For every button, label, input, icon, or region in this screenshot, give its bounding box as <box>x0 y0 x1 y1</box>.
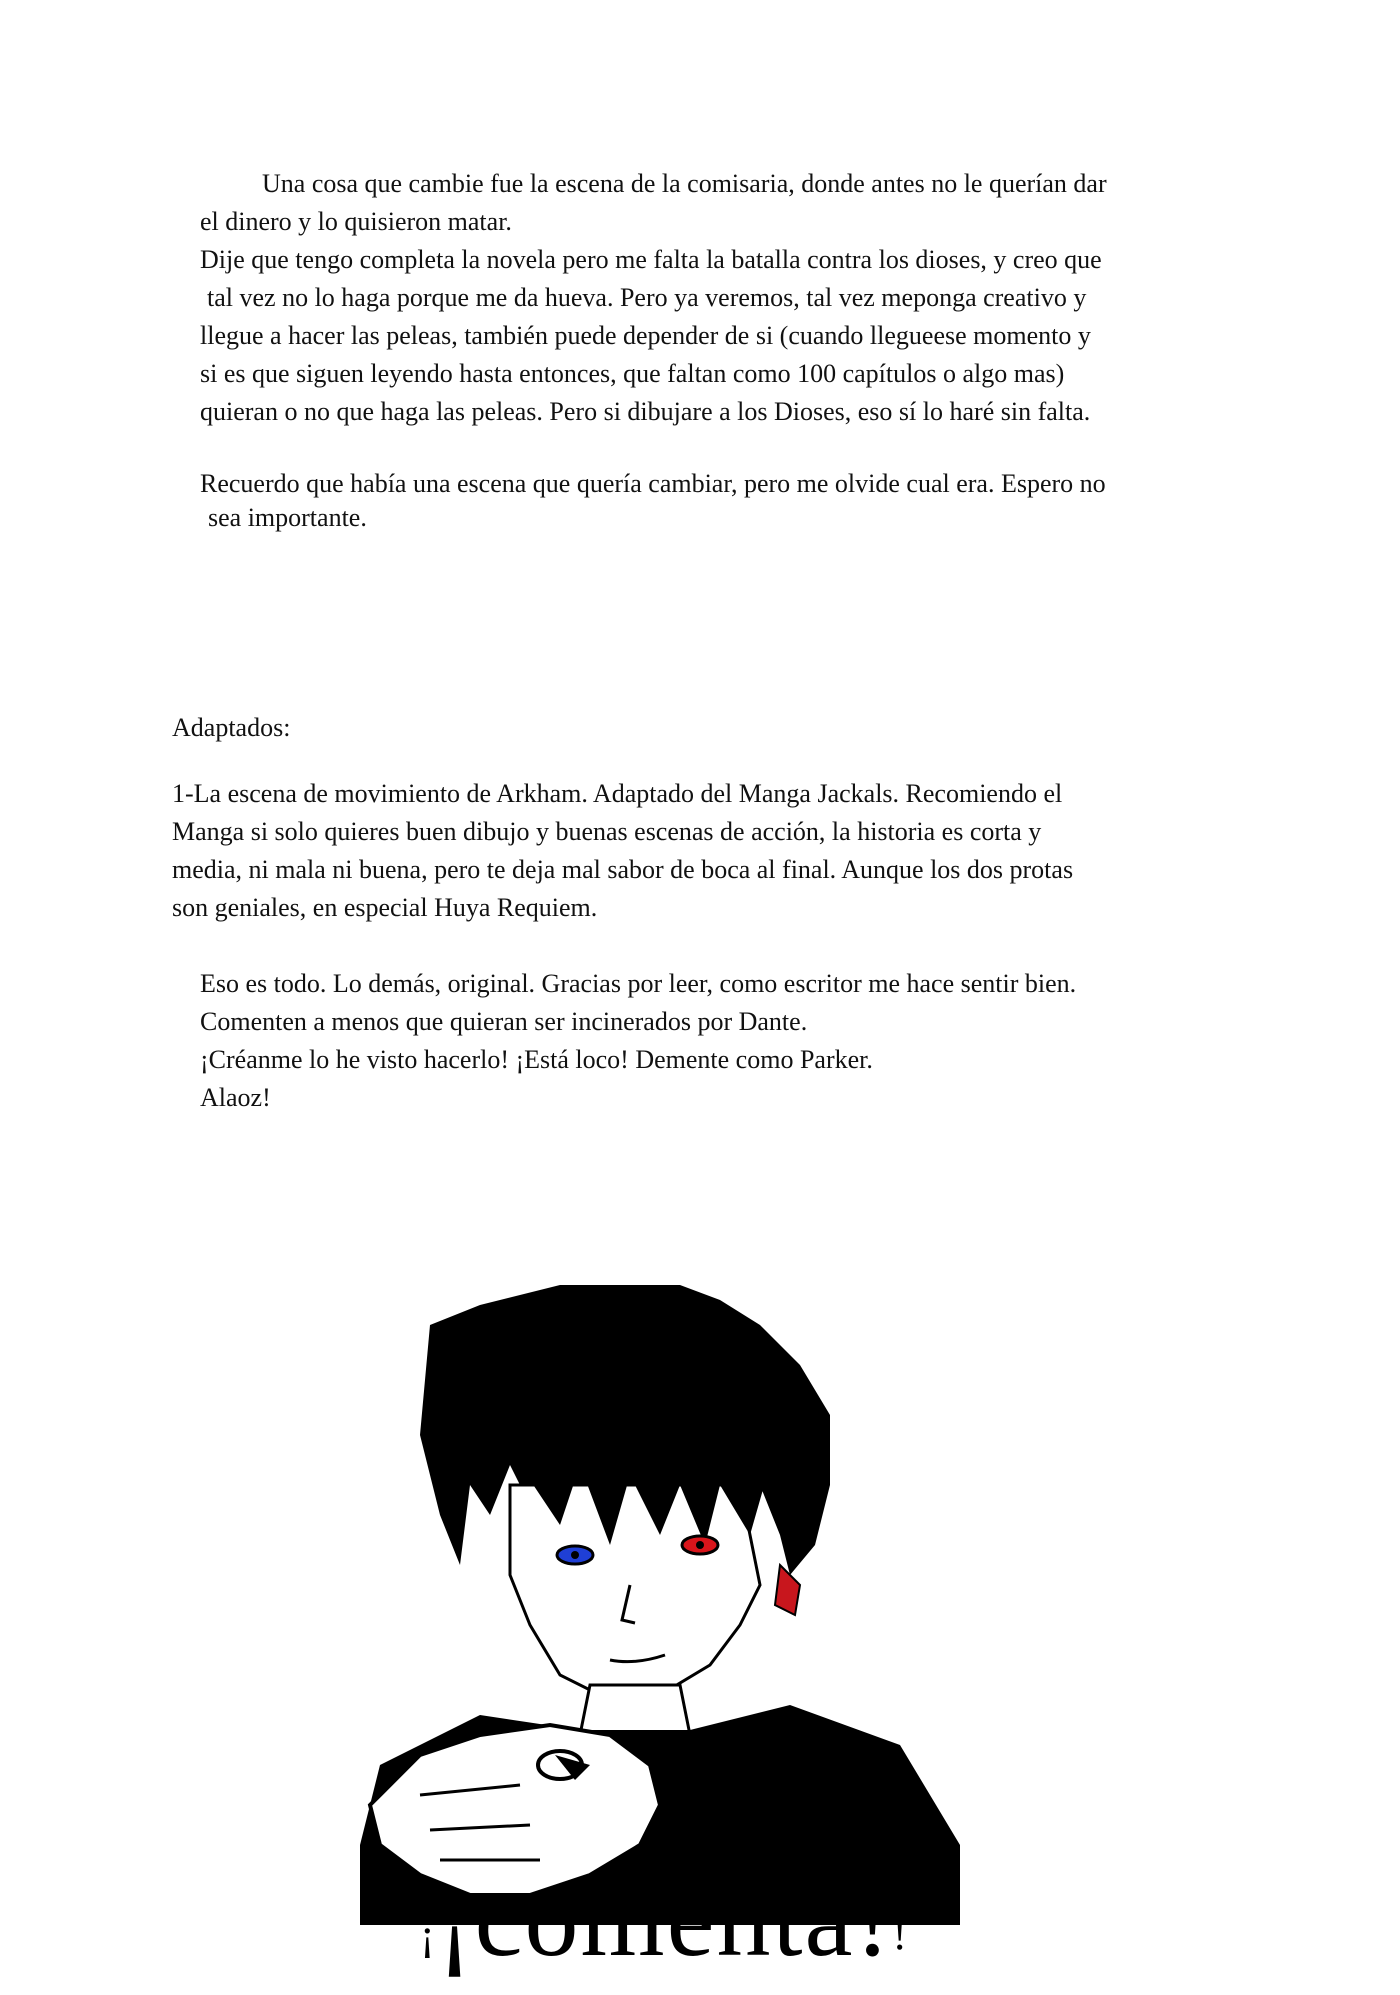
adapted-heading: Adaptados: <box>172 713 291 742</box>
character-pointing-illustration <box>360 1285 980 1925</box>
intro-line: si es que siguen leyendo hasta entonces, que faltan como 100 capítulos o algo mas) <box>200 359 1065 388</box>
caption-outer-close: ! <box>892 1910 910 1959</box>
reminder-line: Recuerdo que había una escena que quería cambiar, pero me olvide cual era. Espero no <box>200 469 1106 498</box>
adapted-line: Manga si solo quieres buen dibujo y buenas escenas de acción, la historia es corta y <box>172 817 1042 846</box>
adapted-line: media, ni mala ni buena, pero te deja mal sabor de boca al final. Aunque los dos protas <box>172 855 1074 884</box>
intro-line: quieran o no que haga las peleas. Pero si dibujare a los Dioses, eso sí lo haré sin falta. <box>200 397 1091 426</box>
intro-line: tal vez no lo haga porque me da hueva. Pero ya veremos, tal vez meponga creativo y <box>207 283 1087 312</box>
reminder-line: sea importante. <box>208 503 367 532</box>
intro-line: Dije que tengo completa la novela pero me falta la batalla contra los dioses, y creo que <box>200 245 1102 274</box>
adapted-line: 1-La escena de movimiento de Arkham. Adaptado del Manga Jackals. Recomiendo el <box>172 779 1063 808</box>
hair-ribbon <box>775 1565 800 1615</box>
intro-line: el dinero y lo quisieron matar. <box>200 207 512 236</box>
closing-line: Alaoz! <box>200 1083 271 1112</box>
neck <box>580 1685 690 1735</box>
caption-main: ¡comenta! <box>436 1860 893 1979</box>
caption-outer-open: ¡ <box>420 1910 437 1959</box>
intro-line: Una cosa que cambie fue la escena de la comisaria, donde antes no le querían dar <box>262 169 1107 198</box>
face <box>510 1485 760 1700</box>
closing-line: Eso es todo. Lo demás, original. Gracias por leer, como escritor me hace sentir bien. <box>200 969 1077 998</box>
closing-line: Comenten a menos que quieran ser incinerados por Dante. <box>200 1007 808 1036</box>
closing-line: ¡Créanme lo he visto hacerlo! ¡Está loco! Demente como Parker. <box>200 1045 873 1074</box>
intro-line: llegue a hacer las peleas, también puede depender de si (cuando llegueese momento y <box>200 321 1091 350</box>
comenta-caption <box>420 1860 980 1980</box>
adapted-line: son geniales, en especial Huya Requiem. <box>172 893 598 922</box>
